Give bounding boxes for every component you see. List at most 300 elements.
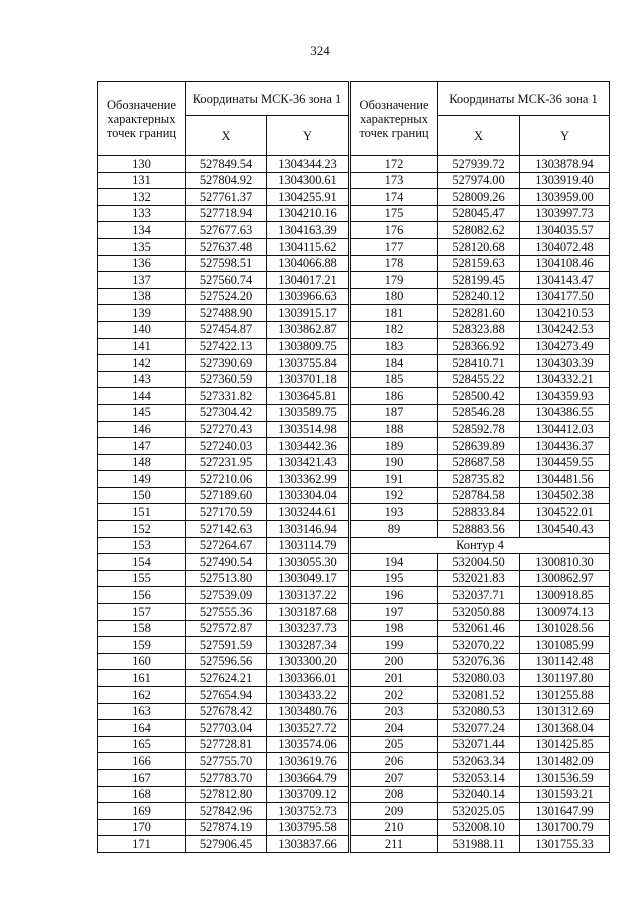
- x-coordinate-cell: 527422.13: [186, 338, 267, 355]
- point-label-header: Обозначение характерных точек границ: [351, 82, 438, 156]
- point-id-cell: 202: [351, 687, 438, 704]
- x-coordinate-cell: 532050.88: [438, 604, 520, 621]
- y-coordinate-cell: 1304035.57: [520, 222, 610, 239]
- point-id-cell: 168: [98, 786, 186, 803]
- table-row: [98, 288, 349, 305]
- x-coordinate-cell: 527390.69: [186, 355, 267, 372]
- y-coordinate-cell: 1304386.55: [520, 404, 610, 421]
- table-row: [351, 404, 610, 421]
- point-id-cell: 203: [351, 703, 438, 720]
- table-row: [351, 769, 610, 786]
- point-id-cell: 89: [351, 521, 438, 538]
- x-coordinate-cell: 532040.14: [438, 786, 520, 803]
- table-row: [98, 653, 349, 670]
- x-coordinate-cell: 527264.67: [186, 537, 267, 554]
- y-coordinate-cell: 1303237.73: [267, 620, 349, 637]
- table-row: [351, 786, 610, 803]
- point-id-cell: 176: [351, 222, 438, 239]
- y-coordinate-cell: 1303862.87: [267, 321, 349, 338]
- table-row: [98, 537, 349, 554]
- table-row: [98, 769, 349, 786]
- table-row: [98, 371, 349, 388]
- x-coordinate-cell: 527703.04: [186, 720, 267, 737]
- table-row: [98, 355, 349, 372]
- x-coordinate-cell: 532071.44: [438, 736, 520, 753]
- point-id-cell: 175: [351, 205, 438, 222]
- table-row: [351, 753, 610, 770]
- y-coordinate-cell: 1301425.85: [520, 736, 610, 753]
- point-id-cell: 205: [351, 736, 438, 753]
- point-id-cell: 196: [351, 587, 438, 604]
- x-coordinate-cell: 528366.92: [438, 338, 520, 355]
- y-coordinate-cell: 1303809.75: [267, 338, 349, 355]
- x-coordinate-cell: 528546.28: [438, 404, 520, 421]
- x-coordinate-cell: 527678.42: [186, 703, 267, 720]
- y-coordinate-cell: 1304540.43: [520, 521, 610, 538]
- y-header: Y: [267, 116, 349, 156]
- y-coordinate-cell: 1303300.20: [267, 653, 349, 670]
- y-coordinate-cell: 1304412.03: [520, 421, 610, 438]
- x-coordinate-cell: 532004.50: [438, 554, 520, 571]
- table-row: [351, 305, 610, 322]
- x-coordinate-cell: 527572.87: [186, 620, 267, 637]
- point-id-cell: 146: [98, 421, 186, 438]
- table-row: [351, 222, 610, 239]
- point-id-cell: 206: [351, 753, 438, 770]
- point-id-cell: 157: [98, 604, 186, 621]
- x-coordinate-cell: 527755.70: [186, 753, 267, 770]
- point-id-cell: 155: [98, 570, 186, 587]
- point-id-cell: 195: [351, 570, 438, 587]
- point-id-cell: 201: [351, 670, 438, 687]
- y-coordinate-cell: 1303433.22: [267, 687, 349, 704]
- table-row: [98, 205, 349, 222]
- table-row: [351, 255, 610, 272]
- y-coordinate-cell: 1303915.17: [267, 305, 349, 322]
- x-coordinate-cell: 532008.10: [438, 819, 520, 836]
- y-coordinate-cell: 1304522.01: [520, 504, 610, 521]
- table-row: [98, 836, 349, 853]
- table-row: [351, 703, 610, 720]
- point-id-cell: 152: [98, 521, 186, 538]
- table-row: [351, 355, 610, 372]
- table-row: [98, 189, 349, 206]
- point-id-cell: 148: [98, 454, 186, 471]
- point-id-cell: 150: [98, 487, 186, 504]
- y-coordinate-cell: 1301647.99: [520, 803, 610, 820]
- y-coordinate-cell: 1303645.81: [267, 388, 349, 405]
- y-coordinate-cell: 1303959.00: [520, 189, 610, 206]
- y-coordinate-cell: 1303187.68: [267, 604, 349, 621]
- table-row: [98, 272, 349, 289]
- x-coordinate-cell: 527331.82: [186, 388, 267, 405]
- point-id-cell: 210: [351, 819, 438, 836]
- page-number: 324: [310, 43, 330, 58]
- point-id-cell: 131: [98, 172, 186, 189]
- y-coordinate-cell: 1303701.18: [267, 371, 349, 388]
- y-coordinate-cell: 1303146.94: [267, 521, 349, 538]
- y-coordinate-cell: 1304163.39: [267, 222, 349, 239]
- x-coordinate-cell: 527874.19: [186, 819, 267, 836]
- x-coordinate-cell: 527906.45: [186, 836, 267, 853]
- x-coordinate-cell: 528009.26: [438, 189, 520, 206]
- y-coordinate-cell: 1303752.73: [267, 803, 349, 820]
- y-coordinate-cell: 1301700.79: [520, 819, 610, 836]
- x-coordinate-cell: 528159.63: [438, 255, 520, 272]
- table-row: [98, 338, 349, 355]
- point-id-cell: 170: [98, 819, 186, 836]
- table-row: [98, 388, 349, 405]
- table-row: [98, 687, 349, 704]
- point-id-cell: 141: [98, 338, 186, 355]
- table-row: [98, 255, 349, 272]
- x-coordinate-cell: 532025.05: [438, 803, 520, 820]
- y-coordinate-cell: 1301482.09: [520, 753, 610, 770]
- x-coordinate-cell: 527513.80: [186, 570, 267, 587]
- x-coordinate-cell: 528281.60: [438, 305, 520, 322]
- point-id-cell: 182: [351, 321, 438, 338]
- point-id-cell: 174: [351, 189, 438, 206]
- x-coordinate-cell: 527210.06: [186, 471, 267, 488]
- point-id-cell: 156: [98, 587, 186, 604]
- table-row: [98, 404, 349, 421]
- table-row: [351, 371, 610, 388]
- x-coordinate-cell: 527454.87: [186, 321, 267, 338]
- y-coordinate-cell: 1304242.53: [520, 321, 610, 338]
- y-coordinate-cell: 1303619.76: [267, 753, 349, 770]
- x-coordinate-cell: 532021.83: [438, 570, 520, 587]
- point-id-cell: 179: [351, 272, 438, 289]
- table-row: [351, 803, 610, 820]
- y-coordinate-cell: 1303878.94: [520, 156, 610, 173]
- table-row: [351, 471, 610, 488]
- table-row: [351, 238, 610, 255]
- point-id-cell: 133: [98, 205, 186, 222]
- x-coordinate-cell: 528592.78: [438, 421, 520, 438]
- table-body-left: [98, 156, 349, 853]
- table-row: [98, 720, 349, 737]
- y-coordinate-cell: 1300810.30: [520, 554, 610, 571]
- y-coordinate-cell: 1304210.16: [267, 205, 349, 222]
- point-id-cell: 160: [98, 653, 186, 670]
- x-coordinate-cell: 528833.84: [438, 504, 520, 521]
- table-row: [351, 653, 610, 670]
- y-coordinate-cell: 1304210.53: [520, 305, 610, 322]
- x-coordinate-cell: 528883.56: [438, 521, 520, 538]
- x-coordinate-cell: 532070.22: [438, 637, 520, 654]
- point-id-cell: 143: [98, 371, 186, 388]
- y-coordinate-cell: 1304143.47: [520, 272, 610, 289]
- table-row: [351, 321, 610, 338]
- y-coordinate-cell: 1303421.43: [267, 454, 349, 471]
- table-row: [98, 222, 349, 239]
- table-row: [98, 703, 349, 720]
- y-coordinate-cell: 1303442.36: [267, 438, 349, 455]
- x-coordinate-cell: 528735.82: [438, 471, 520, 488]
- table-row: [98, 570, 349, 587]
- x-coordinate-cell: 527170.59: [186, 504, 267, 521]
- table-row: [98, 504, 349, 521]
- point-id-cell: 158: [98, 620, 186, 637]
- point-id-cell: 183: [351, 338, 438, 355]
- contour-label: Контур 4: [351, 537, 610, 554]
- table-row: [351, 587, 610, 604]
- table-row: [98, 471, 349, 488]
- y-coordinate-cell: 1301593.21: [520, 786, 610, 803]
- point-id-cell: 199: [351, 637, 438, 654]
- table-row: [98, 554, 349, 571]
- point-id-cell: 204: [351, 720, 438, 737]
- x-coordinate-cell: 527842.96: [186, 803, 267, 820]
- table-row: [351, 438, 610, 455]
- x-coordinate-cell: 527728.81: [186, 736, 267, 753]
- point-id-cell: 147: [98, 438, 186, 455]
- table-row: [351, 670, 610, 687]
- table-row: [351, 454, 610, 471]
- point-id-cell: 132: [98, 189, 186, 206]
- y-coordinate-cell: 1304066.88: [267, 255, 349, 272]
- table-row: [351, 720, 610, 737]
- table-row: [351, 554, 610, 571]
- table-row: [98, 521, 349, 538]
- y-coordinate-cell: 1303244.61: [267, 504, 349, 521]
- point-id-cell: 200: [351, 653, 438, 670]
- x-coordinate-cell: 528045.47: [438, 205, 520, 222]
- point-id-cell: 149: [98, 471, 186, 488]
- table-row: [98, 587, 349, 604]
- point-id-cell: 136: [98, 255, 186, 272]
- table-row: [98, 321, 349, 338]
- x-coordinate-cell: 527189.60: [186, 487, 267, 504]
- point-id-cell: 185: [351, 371, 438, 388]
- table-row: [351, 189, 610, 206]
- y-coordinate-cell: 1301085.99: [520, 637, 610, 654]
- x-coordinate-cell: 527974.00: [438, 172, 520, 189]
- point-id-cell: 162: [98, 687, 186, 704]
- x-coordinate-cell: 528410.71: [438, 355, 520, 372]
- point-label-header: Обозначение характерных точек границ: [98, 82, 186, 156]
- y-coordinate-cell: 1304017.21: [267, 272, 349, 289]
- y-coordinate-cell: 1304332.21: [520, 371, 610, 388]
- table-row: [98, 819, 349, 836]
- y-coordinate-cell: 1301312.69: [520, 703, 610, 720]
- table-row: [351, 172, 610, 189]
- point-id-cell: 198: [351, 620, 438, 637]
- y-coordinate-cell: 1303049.17: [267, 570, 349, 587]
- coordinates-table-left: [97, 81, 349, 853]
- table-row: [351, 272, 610, 289]
- point-id-cell: 208: [351, 786, 438, 803]
- y-coordinate-cell: 1304481.56: [520, 471, 610, 488]
- table-row: [351, 156, 610, 173]
- x-coordinate-cell: 528120.68: [438, 238, 520, 255]
- point-id-cell: 189: [351, 438, 438, 455]
- y-coordinate-cell: 1303287.34: [267, 637, 349, 654]
- point-id-cell: 178: [351, 255, 438, 272]
- table-row: [98, 803, 349, 820]
- y-coordinate-cell: 1301536.59: [520, 769, 610, 786]
- table-row: [98, 736, 349, 753]
- y-coordinate-cell: 1303114.79: [267, 537, 349, 554]
- point-id-cell: 142: [98, 355, 186, 372]
- point-id-cell: 153: [98, 537, 186, 554]
- point-id-cell: 138: [98, 288, 186, 305]
- point-id-cell: 161: [98, 670, 186, 687]
- table-row: [351, 421, 610, 438]
- table-row: [351, 819, 610, 836]
- table-row: [98, 238, 349, 255]
- point-id-cell: 188: [351, 421, 438, 438]
- x-coordinate-cell: 528687.58: [438, 454, 520, 471]
- y-coordinate-cell: 1301755.33: [520, 836, 610, 853]
- x-coordinate-cell: 528199.45: [438, 272, 520, 289]
- y-coordinate-cell: 1303055.30: [267, 554, 349, 571]
- x-coordinate-cell: 527560.74: [186, 272, 267, 289]
- point-id-cell: 192: [351, 487, 438, 504]
- coords-header: Координаты МСК-36 зона 1: [438, 82, 610, 116]
- x-header: X: [186, 116, 267, 156]
- y-coordinate-cell: 1304273.49: [520, 338, 610, 355]
- point-id-cell: 134: [98, 222, 186, 239]
- y-coordinate-cell: 1303362.99: [267, 471, 349, 488]
- table-row: [98, 670, 349, 687]
- table-row: [351, 487, 610, 504]
- table-row: [351, 637, 610, 654]
- table-row: [98, 454, 349, 471]
- x-coordinate-cell: 527654.94: [186, 687, 267, 704]
- y-coordinate-cell: 1301142.48: [520, 653, 610, 670]
- table-row: [98, 604, 349, 621]
- table-row: [351, 570, 610, 587]
- coordinates-tables: [97, 81, 609, 851]
- point-id-cell: 137: [98, 272, 186, 289]
- table-header: [351, 82, 610, 156]
- table-row: [98, 753, 349, 770]
- point-id-cell: 140: [98, 321, 186, 338]
- point-id-cell: 169: [98, 803, 186, 820]
- y-coordinate-cell: 1304177.50: [520, 288, 610, 305]
- x-coordinate-cell: 528240.12: [438, 288, 520, 305]
- table-row: [351, 736, 610, 753]
- point-id-cell: 207: [351, 769, 438, 786]
- table-row: [98, 305, 349, 322]
- point-id-cell: 167: [98, 769, 186, 786]
- point-id-cell: 154: [98, 554, 186, 571]
- table-row: [98, 172, 349, 189]
- x-coordinate-cell: 532063.34: [438, 753, 520, 770]
- y-coordinate-cell: 1303664.79: [267, 769, 349, 786]
- y-coordinate-cell: 1303837.66: [267, 836, 349, 853]
- x-coordinate-cell: 528784.58: [438, 487, 520, 504]
- x-header: X: [438, 116, 520, 156]
- table-row: [351, 836, 610, 853]
- y-coordinate-cell: 1303574.06: [267, 736, 349, 753]
- y-coordinate-cell: 1301255.88: [520, 687, 610, 704]
- point-id-cell: 166: [98, 753, 186, 770]
- point-id-cell: 130: [98, 156, 186, 173]
- table-row: [351, 205, 610, 222]
- y-coordinate-cell: 1303137.22: [267, 587, 349, 604]
- x-coordinate-cell: 527524.20: [186, 288, 267, 305]
- x-coordinate-cell: 532081.52: [438, 687, 520, 704]
- y-coordinate-cell: 1304255.91: [267, 189, 349, 206]
- x-coordinate-cell: 528639.89: [438, 438, 520, 455]
- point-id-cell: 181: [351, 305, 438, 322]
- point-id-cell: 177: [351, 238, 438, 255]
- point-id-cell: 135: [98, 238, 186, 255]
- point-id-cell: 144: [98, 388, 186, 405]
- point-id-cell: 165: [98, 736, 186, 753]
- x-coordinate-cell: 527240.03: [186, 438, 267, 455]
- point-id-cell: 159: [98, 637, 186, 654]
- point-id-cell: 163: [98, 703, 186, 720]
- point-id-cell: 151: [98, 504, 186, 521]
- table-row: [351, 504, 610, 521]
- y-coordinate-cell: 1303966.63: [267, 288, 349, 305]
- x-coordinate-cell: 528455.22: [438, 371, 520, 388]
- y-coordinate-cell: 1300862.97: [520, 570, 610, 587]
- point-id-cell: 211: [351, 836, 438, 853]
- y-coordinate-cell: 1304344.23: [267, 156, 349, 173]
- table-row: [351, 521, 610, 538]
- x-coordinate-cell: 527624.21: [186, 670, 267, 687]
- y-coordinate-cell: 1304303.39: [520, 355, 610, 372]
- y-coordinate-cell: 1303755.84: [267, 355, 349, 372]
- y-coordinate-cell: 1301368.04: [520, 720, 610, 737]
- y-coordinate-cell: 1300974.13: [520, 604, 610, 621]
- x-coordinate-cell: 527849.54: [186, 156, 267, 173]
- x-coordinate-cell: 527637.48: [186, 238, 267, 255]
- y-coordinate-cell: 1303527.72: [267, 720, 349, 737]
- y-coordinate-cell: 1301028.56: [520, 620, 610, 637]
- point-id-cell: 164: [98, 720, 186, 737]
- y-coordinate-cell: 1304359.93: [520, 388, 610, 405]
- point-id-cell: 191: [351, 471, 438, 488]
- y-coordinate-cell: 1304115.62: [267, 238, 349, 255]
- point-id-cell: 173: [351, 172, 438, 189]
- point-id-cell: 197: [351, 604, 438, 621]
- y-coordinate-cell: 1304108.46: [520, 255, 610, 272]
- x-coordinate-cell: 527596.56: [186, 653, 267, 670]
- x-coordinate-cell: 527761.37: [186, 189, 267, 206]
- point-id-cell: 194: [351, 554, 438, 571]
- y-coordinate-cell: 1304072.48: [520, 238, 610, 255]
- x-coordinate-cell: 527231.95: [186, 454, 267, 471]
- x-coordinate-cell: 527539.09: [186, 587, 267, 604]
- table-row: [351, 288, 610, 305]
- point-id-cell: 187: [351, 404, 438, 421]
- x-coordinate-cell: 532080.03: [438, 670, 520, 687]
- point-id-cell: 171: [98, 836, 186, 853]
- y-coordinate-cell: 1304436.37: [520, 438, 610, 455]
- x-coordinate-cell: 527783.70: [186, 769, 267, 786]
- point-id-cell: 172: [351, 156, 438, 173]
- y-coordinate-cell: 1300918.85: [520, 587, 610, 604]
- table-row: [98, 637, 349, 654]
- x-coordinate-cell: 527677.63: [186, 222, 267, 239]
- x-coordinate-cell: 527555.36: [186, 604, 267, 621]
- x-coordinate-cell: 527360.59: [186, 371, 267, 388]
- point-id-cell: 209: [351, 803, 438, 820]
- point-id-cell: 180: [351, 288, 438, 305]
- y-coordinate-cell: 1304300.61: [267, 172, 349, 189]
- y-coordinate-cell: 1303709.12: [267, 786, 349, 803]
- table-row: [98, 438, 349, 455]
- y-coordinate-cell: 1304502.38: [520, 487, 610, 504]
- y-coordinate-cell: 1303514.98: [267, 421, 349, 438]
- x-coordinate-cell: 527718.94: [186, 205, 267, 222]
- table-row: [98, 620, 349, 637]
